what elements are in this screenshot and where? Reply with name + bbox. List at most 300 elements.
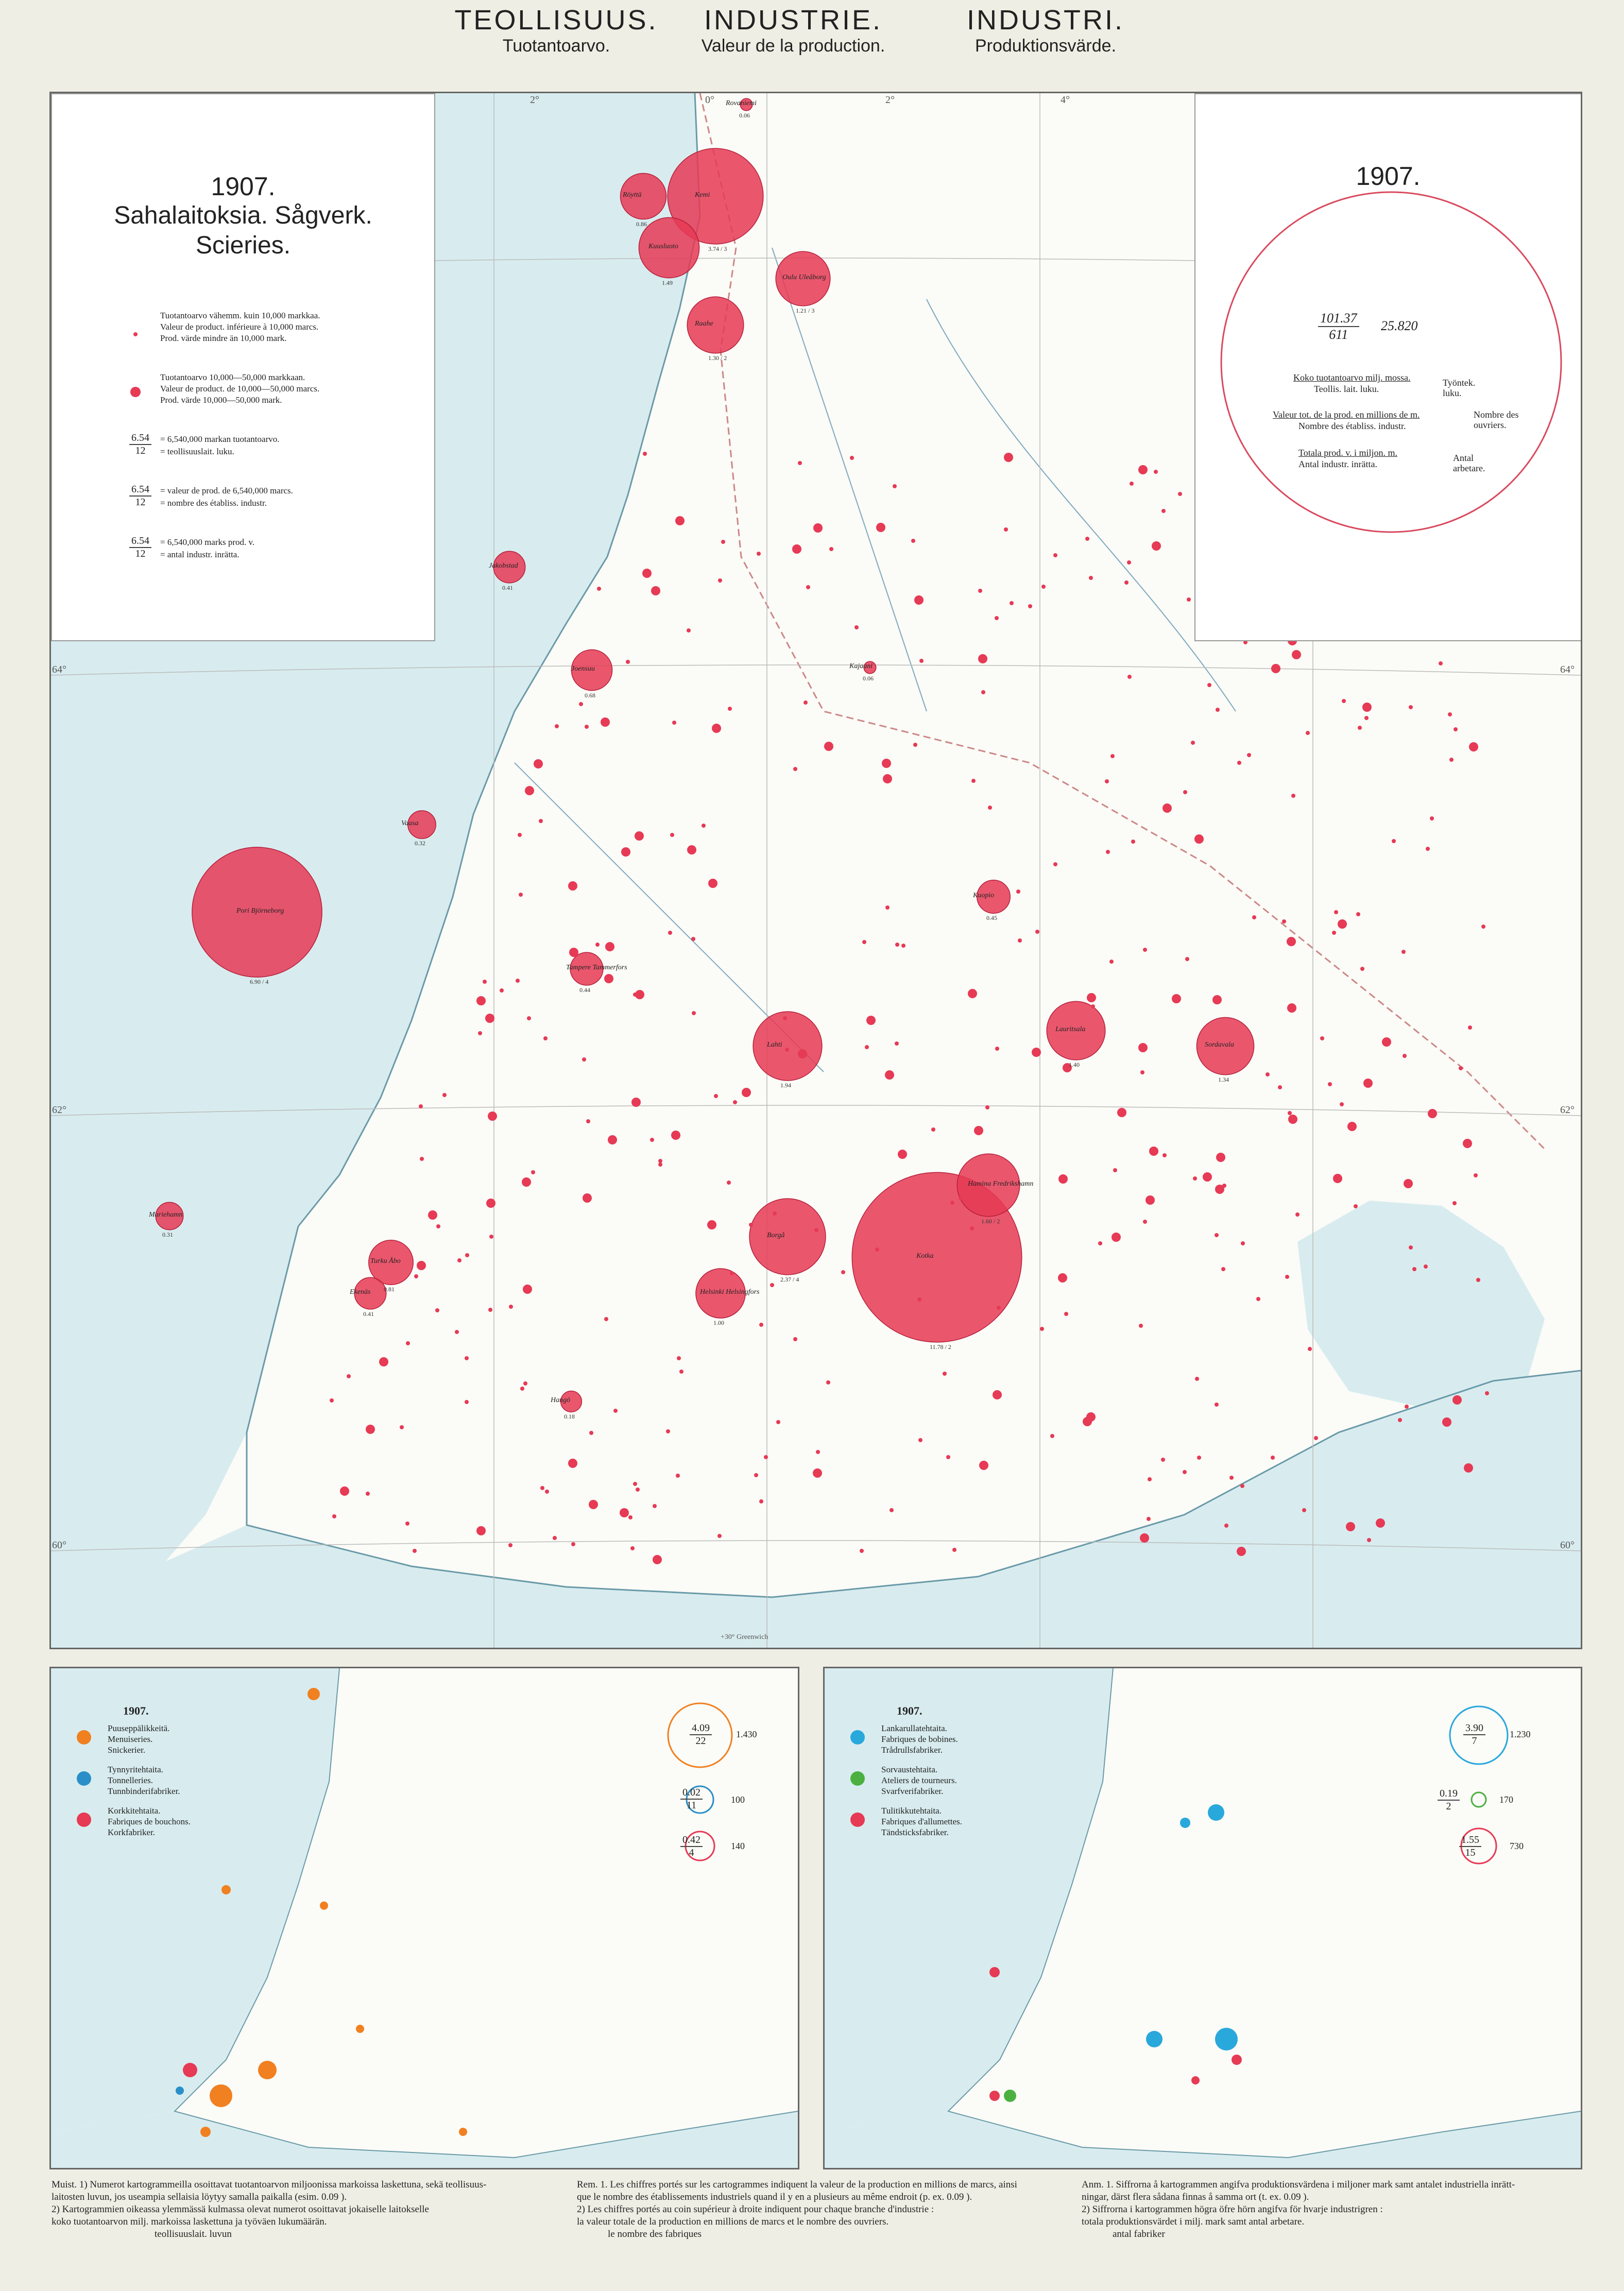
scale-frac — [1459, 1834, 1481, 1859]
sawmill-dot — [950, 1201, 954, 1205]
sawmill-dot — [882, 759, 891, 768]
inset-dot — [320, 1902, 328, 1910]
sawmill-dot — [485, 1014, 494, 1023]
sawmill-dot — [785, 1048, 789, 1052]
legend-fi-line: = teollisuuslait. luku. — [160, 447, 234, 456]
sawmill-dot — [995, 1047, 999, 1051]
sawmill-dot — [1338, 919, 1347, 929]
legend-row-2c: Antal arbetare. — [1453, 453, 1485, 473]
sawmill-dot — [568, 881, 577, 891]
sawmill-dot — [1127, 675, 1132, 679]
sawmill-dot — [1109, 960, 1114, 964]
sawmill-dot — [1131, 840, 1135, 844]
sawmill-dot — [653, 1555, 662, 1564]
sawmill-dot — [718, 578, 722, 583]
sawmill-dot — [1426, 847, 1430, 851]
sawmill-dot — [890, 1508, 894, 1512]
footnote-line: 2) Kartogrammien oikeassa ylemmässä kulmassa olevat numerot osoittavat jokaiselle laitokselle — [52, 2204, 429, 2215]
cat-dot-red — [77, 1813, 91, 1827]
sawmill-dot — [946, 1455, 950, 1459]
river — [772, 248, 927, 711]
inset-dot — [1208, 1804, 1224, 1821]
cat-line: Svarfverifabriker. — [881, 1786, 944, 1796]
sawmill-dot — [1404, 1179, 1413, 1188]
sawmill-dot — [666, 1429, 670, 1433]
sawmill-dot — [1247, 753, 1251, 757]
sawmill-dot — [636, 1488, 640, 1492]
sawmill-dot — [993, 1390, 1002, 1399]
footnote-line: 2) Les chiffres portés au coin supérieur à droite indiquent pour chaque branche d'industrie : — [577, 2204, 934, 2215]
place-name: Kotka — [916, 1252, 934, 1260]
cat-text — [108, 1805, 191, 1838]
sawmill-dot — [476, 996, 486, 1005]
sawmill-dot — [717, 1534, 722, 1538]
sawmill-dot — [677, 1356, 681, 1360]
sawmill-dot — [959, 1196, 963, 1200]
sawmill-dot — [1266, 1072, 1270, 1076]
inset-left — [49, 1667, 799, 2169]
sawmill-dot — [633, 1482, 637, 1486]
sawmill-dot — [1237, 1547, 1246, 1556]
header-sv-title: INDUSTRI. — [967, 5, 1124, 36]
sawmill-dot — [1178, 492, 1182, 496]
cat-line: Fabriques de bobines. — [881, 1734, 958, 1744]
sawmill-dot — [1464, 1463, 1473, 1473]
sawmill-dot — [860, 1549, 864, 1553]
scale-workers: 140 — [731, 1841, 745, 1851]
sawmill-dot — [571, 1542, 575, 1546]
sawmill-dot — [712, 724, 721, 733]
sawmill-dot — [792, 544, 801, 554]
greenwich-note: +30° Greenwich — [721, 1633, 768, 1641]
sawmill-dot — [1215, 1233, 1219, 1237]
sawmill-dot — [1197, 1456, 1201, 1460]
cat-text — [881, 1805, 962, 1838]
sawmill-dot — [1306, 731, 1310, 735]
place-name: Ekenäs — [350, 1288, 371, 1296]
inset-dot — [989, 1967, 1000, 1977]
sawmill-dot — [1376, 1518, 1385, 1528]
place-name: Oulu Uleåborg — [782, 273, 826, 281]
sawmill-dot — [1241, 1241, 1245, 1245]
inset-right-year: 1907. — [897, 1704, 922, 1717]
sawmill-dot — [865, 1045, 869, 1049]
sawmill-dot — [525, 786, 534, 795]
sawmill-dot — [707, 1220, 716, 1229]
legend-row-1b: Nombre des établiss. industr. — [1298, 421, 1406, 431]
sawmill-dot — [1360, 967, 1364, 971]
place-value: 1.34 — [1218, 1075, 1229, 1083]
sawmill-dot — [1392, 839, 1396, 843]
sawmill-dot — [1448, 712, 1452, 716]
sawmill-dot — [708, 879, 717, 888]
legend-frac-fi — [129, 432, 151, 457]
footnote-line: Muist. 1) Numerot kartogrammeilla osoittavat tuotantoarvon miljoonissa markoissa laskettuna, sekä teollisuus- — [52, 2179, 487, 2190]
sawmill-dot — [995, 616, 999, 620]
inset-dot — [183, 2063, 197, 2077]
sawmill-dot — [582, 1057, 586, 1062]
sawmill-dot — [1356, 912, 1360, 916]
sawmill-dot — [1463, 1139, 1472, 1148]
scale-frac — [1438, 1788, 1460, 1813]
sawmill-dot — [1382, 1037, 1391, 1047]
sawmill-dot — [653, 1504, 657, 1508]
sawmill-dot — [687, 845, 696, 854]
sawmill-dot — [1212, 995, 1222, 1004]
place-value: 1.21 / 3 — [796, 306, 815, 314]
sawmill-dot — [997, 1306, 1001, 1310]
sawmill-dot — [1237, 761, 1241, 765]
sawmill-dot — [539, 819, 543, 823]
sawmill-dot — [1449, 758, 1454, 762]
header-sv-sub: Produktionsvärde. — [975, 36, 1117, 56]
sawmill-dot — [604, 1317, 608, 1321]
frac-den: 11 — [686, 1800, 697, 1811]
place-value: 0.06 — [863, 674, 874, 682]
sawmill-dot — [911, 539, 915, 543]
lat-label: 60° — [52, 1540, 66, 1551]
place-value: 0.41 — [502, 584, 513, 591]
sawmill-dot — [1452, 1395, 1462, 1405]
sawmill-dot — [1401, 950, 1406, 954]
place-name: Tampere Tammerfors — [566, 964, 627, 971]
sawmill-dot — [1110, 754, 1115, 758]
sawmill-dot — [553, 1536, 557, 1540]
sawmill-dot — [1138, 1043, 1148, 1052]
sawmill-dot — [979, 1461, 988, 1470]
frac-den: 12 — [135, 445, 146, 456]
frac-den: 7 — [1472, 1735, 1477, 1747]
sawmill-dot — [776, 1420, 780, 1424]
sawmill-dot — [406, 1341, 410, 1345]
sawmill-dot — [1240, 1484, 1244, 1488]
place-circle — [749, 1199, 826, 1275]
legend-row-1a: Valeur tot. de la prod. en millions de m. — [1273, 409, 1420, 420]
place-value: 2.37 / 4 — [780, 1275, 799, 1283]
scale-workers: 1.430 — [736, 1729, 757, 1739]
sawmill-dot — [414, 1274, 418, 1278]
place-value: 6.90 / 4 — [250, 978, 269, 986]
sawmill-dot — [988, 806, 992, 810]
sawmill-dot — [1302, 1508, 1306, 1512]
place-name: Kajaani — [849, 662, 873, 670]
sawmill-dot — [1332, 931, 1336, 935]
sawmill-dot — [1018, 938, 1022, 943]
frac-num: 0.02 — [680, 1787, 703, 1800]
place-name: Joensuu — [571, 665, 595, 673]
sawmill-dot — [913, 743, 917, 747]
place-value: 1.30 / 2 — [708, 354, 727, 362]
sawmill-dot — [1195, 1377, 1199, 1381]
sawmill-dot — [876, 523, 885, 532]
footnote-fr — [577, 2179, 1071, 2241]
legend-small-line: Tuotantoarvo vähemm. kuin 10,000 markkaa. — [160, 311, 320, 320]
sawmill-dot — [1161, 509, 1166, 513]
cat-line: Snickerier. — [108, 1745, 146, 1755]
lat-label: 62° — [52, 1104, 66, 1116]
legend-small-line: Valeur de product. inférieure à 10,000 marcs. — [160, 322, 319, 332]
sawmill-dot — [671, 1131, 680, 1140]
sawmill-dot — [931, 1127, 935, 1132]
sawmill-dot — [1163, 803, 1172, 813]
sawmill-dot — [1346, 1522, 1355, 1531]
sawmill-dot — [1032, 1048, 1041, 1057]
sawmill-dot — [417, 1261, 426, 1270]
sawmill-dot — [436, 1224, 440, 1228]
sawmill-dot — [1364, 716, 1369, 720]
sawmill-dot — [668, 931, 672, 935]
frac-den: 12 — [135, 548, 146, 559]
frac-num: 6.54 — [129, 432, 151, 445]
sawmill-dot — [589, 1431, 593, 1435]
sawmill-dot — [978, 589, 982, 593]
lon-label: 0° — [705, 94, 714, 106]
sawmill-dot — [1191, 741, 1195, 745]
sawmill-dot — [675, 516, 685, 525]
sawmill-dot — [1287, 937, 1296, 946]
cat-line: Tulitikkutehtaita. — [881, 1806, 942, 1816]
cat-line: Tonnelleries. — [108, 1775, 153, 1785]
place-name: Jakobstad — [489, 562, 518, 570]
header-fi — [453, 4, 659, 56]
cat-line: Ateliers de tourneurs. — [881, 1775, 957, 1785]
footnote-line: ningar, därst flera sådana finnas å samma ort (t. ex. 0.09 ). — [1082, 2192, 1309, 2202]
sawmill-dot — [1403, 1054, 1407, 1058]
sawmill-dot — [672, 721, 676, 725]
sawmill-dot — [1282, 919, 1286, 924]
sawmill-dot — [586, 1119, 590, 1123]
sawmill-dot — [1147, 1517, 1151, 1521]
place-value: 0.45 — [986, 914, 997, 922]
sawmill-dot — [455, 1330, 459, 1334]
place-name: Röyttä — [623, 191, 642, 199]
cat-text — [881, 1764, 957, 1797]
sawmill-dot — [866, 1016, 876, 1025]
legend-right — [1194, 93, 1582, 641]
sawmill-dot — [519, 893, 523, 897]
sawmill-dot — [522, 1177, 531, 1187]
scale-frac — [680, 1834, 703, 1859]
sawmill-dot — [642, 569, 652, 578]
sawmill-dot — [1089, 576, 1093, 580]
sawmill-dot — [516, 979, 520, 983]
sawmill-dot — [608, 1135, 617, 1144]
lake-ladoga — [1297, 1201, 1545, 1412]
sawmill-dot — [974, 1126, 983, 1135]
legend-medium-line: Valeur de product. de 10,000—50,000 marcs. — [160, 384, 320, 394]
legend-medium-line: Prod. värde 10,000—50,000 mark. — [160, 395, 282, 405]
legend-medium-dot — [130, 387, 141, 397]
sawmill-dot — [764, 1455, 768, 1459]
sawmill-dot — [1221, 1267, 1225, 1271]
sawmill-dot — [489, 1235, 493, 1239]
footnote-line: koko tuotantoarvon milj. markoissa laskettuna ja työväen lukumäärän. — [52, 2216, 327, 2227]
sawmill-dot — [1215, 1403, 1219, 1407]
sawmill-dot — [520, 1387, 524, 1391]
sawmill-dot — [1358, 726, 1362, 730]
sawmill-dot — [545, 1490, 549, 1494]
lat-label: 60° — [1560, 1540, 1575, 1551]
cat-line: Trådrullsfabriker. — [881, 1745, 943, 1755]
sawmill-dot — [793, 767, 797, 771]
footnote-line: antal fabriker — [1113, 2229, 1165, 2239]
sawmill-dot — [1185, 957, 1189, 961]
cat-line: Puuseppälikkeitä. — [108, 1723, 170, 1733]
legend-frac-fr — [129, 484, 151, 508]
sawmill-dot — [816, 1450, 820, 1454]
sawmill-dot — [773, 1211, 777, 1216]
header-fi-title: TEOLLISUUS. — [454, 5, 658, 36]
place-value: 0.18 — [564, 1413, 575, 1421]
sawmill-dot — [757, 552, 761, 556]
sawmill-dot — [457, 1258, 461, 1262]
sawmill-dot — [601, 717, 610, 727]
scale-frac — [1463, 1722, 1485, 1747]
inset-dot — [258, 2061, 277, 2079]
inset-dot — [176, 2087, 184, 2095]
sawmill-dot — [914, 595, 924, 605]
sawmill-dot — [714, 1094, 718, 1098]
place-name: Kuusluoto — [648, 243, 678, 250]
frac-den: 611 — [1329, 327, 1348, 342]
inset-dot — [210, 2084, 232, 2107]
frac-den: 15 — [1465, 1847, 1476, 1858]
legend-right-frac — [1318, 311, 1359, 343]
sawmill-dot — [589, 1500, 598, 1509]
footnote-fi — [52, 2179, 556, 2241]
sawmill-dot — [1035, 930, 1039, 934]
legend-fi-line: = 6,540,000 markan tuotantoarvo. — [160, 434, 280, 444]
sawmill-dot — [691, 937, 695, 941]
sawmill-dot — [1295, 1212, 1300, 1217]
river — [927, 299, 1236, 711]
sawmill-dot — [1058, 1174, 1068, 1184]
sawmill-dot — [1308, 1347, 1312, 1351]
sawmill-dot — [1292, 650, 1301, 659]
sawmill-dot — [1476, 1278, 1480, 1282]
sawmill-dot — [885, 1070, 894, 1080]
sawmill-dot — [1053, 553, 1057, 557]
sawmill-dot — [400, 1425, 404, 1429]
sawmill-dot — [978, 654, 987, 663]
inset-right — [823, 1667, 1582, 2169]
sawmill-dot — [465, 1253, 469, 1257]
place-value: 11.78 / 2 — [930, 1343, 951, 1350]
sawmill-dot — [1363, 1079, 1373, 1088]
sawmill-dot — [1091, 1004, 1095, 1008]
legend-left-year: 1907. — [211, 172, 276, 201]
sawmill-dot — [814, 1228, 818, 1232]
sawmill-dot — [1152, 541, 1161, 551]
frac-den: 2 — [1446, 1801, 1451, 1812]
inset-dot — [356, 2025, 364, 2033]
sawmill-dot — [540, 1486, 544, 1490]
sawmill-dot — [885, 905, 890, 910]
sawmill-dot — [1149, 1147, 1158, 1156]
frac-num: 1.55 — [1459, 1834, 1481, 1847]
sawmill-dot — [1127, 560, 1131, 565]
sawmill-dot — [1291, 794, 1295, 798]
sawmill-dot — [613, 1409, 618, 1413]
place-value: 0.31 — [162, 1230, 173, 1238]
sawmill-dot — [630, 1546, 635, 1550]
sawmill-dot — [1367, 1538, 1371, 1542]
legend-row-0a: Koko tuotantoarvo milj. mossa. — [1293, 372, 1411, 383]
sawmill-dot — [1224, 1524, 1228, 1528]
sawmill-dot — [1139, 1324, 1143, 1328]
legend-row-1c: Nombre des ouvriers. — [1474, 409, 1519, 430]
place-name: Mariehamn — [149, 1211, 183, 1219]
sawmill-dot — [1459, 1066, 1463, 1070]
footnote-line: que le nombre des établissements industriels quand il y en a plusieurs au même endroit (p. ex. 0.09 ). — [577, 2192, 972, 2202]
sawmill-dot — [985, 1105, 989, 1109]
lat-label: 62° — [1560, 1104, 1575, 1116]
frac-den: 12 — [135, 497, 146, 508]
footnote-line: 2) Siffrorna i kartogrammen högra öfre hörn angifva för hvarje industrigren : — [1082, 2204, 1383, 2215]
cat-text — [881, 1723, 958, 1755]
sawmill-dot — [1106, 850, 1110, 854]
sawmill-dot — [626, 660, 630, 664]
sawmill-dot — [1439, 661, 1443, 665]
legend-row-2a: Totala prod. v. i miljon. m. — [1298, 448, 1398, 458]
lon-label: 2° — [530, 94, 539, 106]
sawmill-dot — [1050, 1434, 1054, 1438]
sawmill-dot — [442, 1093, 447, 1097]
sawmill-dot — [568, 1459, 577, 1468]
sawmill-dot — [1040, 1327, 1044, 1331]
place-name: Borgå — [767, 1232, 785, 1239]
footnote-line: Anm. 1. Siffrorna å kartogrammen angifva produktionsvärdena i miljoner mark samt antalet industriella inrätt- — [1082, 2179, 1515, 2190]
sawmill-dot — [721, 540, 725, 544]
sawmill-dot — [1140, 1533, 1149, 1543]
cat-line: Tynnyritehtaita. — [108, 1765, 163, 1774]
sawmill-dot — [1207, 683, 1211, 687]
sawmill-dot — [1083, 1417, 1092, 1426]
sawmill-dot — [1409, 705, 1413, 709]
sawmill-dot — [1183, 790, 1187, 794]
footnote-sv — [1082, 2179, 1586, 2241]
sawmill-dot — [813, 1468, 822, 1478]
legend-small-line: Prod. värde mindre än 10,000 mark. — [160, 333, 287, 343]
sawmill-dot — [523, 1381, 527, 1386]
sawmill-dot — [1271, 1456, 1275, 1460]
legend-fr-line: = valeur de prod. de 6,540,000 marcs. — [160, 486, 293, 495]
sawmill-dot — [895, 1041, 899, 1046]
sawmill-dot — [1124, 580, 1129, 585]
sawmill-dot — [1229, 1476, 1234, 1480]
cat-line: Sorvaustehtaita. — [881, 1765, 938, 1774]
scale-frac — [690, 1722, 712, 1747]
scale-workers: 170 — [1499, 1794, 1513, 1805]
sawmill-dot — [1271, 664, 1280, 673]
inset-dot — [1180, 1818, 1190, 1828]
sawmill-dot — [1454, 727, 1458, 731]
sawmill-dot — [583, 1193, 592, 1203]
place-value: 1.40 — [1069, 1061, 1080, 1068]
sawmill-dot — [1058, 1273, 1067, 1283]
sawmill-dot — [476, 1526, 486, 1535]
sawmill-dot — [829, 547, 833, 551]
sawmill-dot — [379, 1357, 388, 1366]
sawmill-dot — [970, 1226, 974, 1230]
legend-row-0c: Työntek. luku. — [1443, 378, 1476, 398]
sawmill-dot — [366, 1425, 375, 1434]
sawmill-dot — [1314, 1436, 1318, 1440]
sawmill-dot — [1004, 453, 1013, 462]
sawmill-dot — [508, 1543, 512, 1547]
sawmill-dot — [509, 1305, 513, 1309]
inset-dot — [1232, 2055, 1242, 2065]
